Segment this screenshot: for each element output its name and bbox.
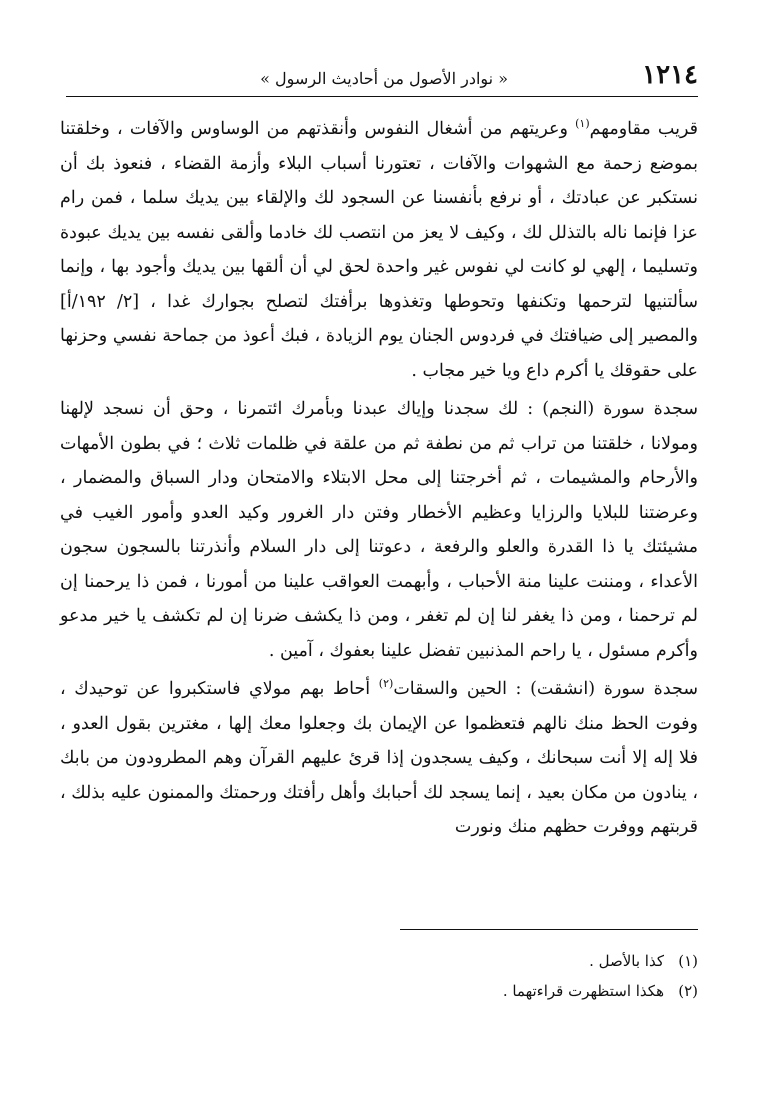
- paragraph-1-text-b: وعريتهم من أشغال النفوس وأنقذتهم من الوساوس والآفات ، وخلقتنا بموضع زحمة مع الشهوات والآفات ، تعتورنا أسباب البلاء وأزمة القضاء ، فنعوذ بك أن نستكبر عن عبادتك ، أو نرفع بأنفسنا عن السجود لك والإلقاء بين يديك سلما ، فمن رام عزا فإنما ناله بالتذلل لك ، وكيف لا يعز من انتصب لك خادما وألقى نفسه بين يديك عبودة وتسليما ، إلهي لو كانت لي نفوس غير واحدة لحق لي أن ألقها بين يديك وأجود بها ، وإنما سألتنيها لترحمها وتكنفها وتحوطها وتغذوها برأفتك لتصلح بجوارك غدا ، [٢/ ١٩٢/أ] والمصير إلى ضيافتك في فردوس الجنان يوم الزيادة ، فبك أعوذ من جماحة نفسي وحزنها على حقوقك يا أكرم داع ويا خير مجاب .: [60, 119, 698, 381]
- footnote-2-text: هكذا استظهرت قراءتهما .: [502, 982, 664, 1000]
- running-title: « نوادر الأصول من أحاديث الرسول »: [260, 69, 508, 88]
- footnote-1-text: كذا بالأصل .: [589, 952, 664, 970]
- paragraph-1-text-a: قريب مقاومهم: [589, 119, 698, 139]
- footnote-marker-2: (٢): [378, 677, 394, 691]
- footnotes: [300, 946, 698, 1006]
- footnote-marker-1: (١): [575, 117, 590, 131]
- main-text: [60, 112, 698, 845]
- page-header: [66, 58, 698, 98]
- paragraph-3: [60, 672, 698, 845]
- page-number: ١٢١٤: [642, 60, 698, 90]
- paragraph-2: سجدة سورة (النجم) : لك سجدنا وإياك عبدنا وبأمرك ائتمرنا ، وحق أن نسجد لإلهنا ومولانا ، خلقتنا من تراب ثم من نطفة ثم من علقة في ظلمات ثلاث ؛ في بطون الأمهات والأرحام والمشيمات ، ثم أخرجتنا إلى محل الابتلاء والامتحان ودار السباق والمضمار ، وعرضتنا للبلايا والرزايا وعظيم الأخطار وفتن دار الغرور وكيد العدو وأمور الغيب في مشيئتك يا ذا القدرة والعلو والرفعة ، دعوتنا إلى دار السلام وأنذرتنا بالسجون سجون الأعداء ، ومننت علينا منة الأحباب ، وأبهمت العواقب علينا من أمورنا ، فمن ذا يرحمنا إن لم ترحمنا ، ومن ذا يغفر لنا إن لم تغفر ، ومن ذا يكشف ضرنا إن لم تكشف يا خير مدعو وأكرم مسئول ، يا راحم المذنبين تفضل علينا بعفوك ، آمين .: [60, 399, 698, 661]
- paragraph-3-text-a: سجدة سورة (انشقت) : الحين والسقات: [393, 679, 698, 699]
- header-divider: [66, 96, 698, 97]
- footnote-2: [300, 976, 698, 1006]
- paragraph-3-text-b: أحاط بهم مولاي فاستكبروا عن توحيدك ، وفوت الحظ منك نالهم فتعظموا عن الإيمان بك وجعلوا معك إلها ، مغترين بقول العدو ، فلا إله إلا أنت سبحانك ، وكيف يسجدون إذا قرئ عليهم القرآن وهم المطرودون من بابك ، ينادون من مكان بعيد ، إنما يسجد لك أحبابك وأهل رأفتك ورحمتك والممنون عليه بذلك ، قربتهم ووفرت حظهم منك ونورت: [60, 679, 698, 837]
- footnote-1: [300, 946, 698, 976]
- footnote-1-number: (١): [678, 952, 698, 970]
- footnote-divider: [400, 929, 698, 930]
- footnote-2-number: (٢): [678, 982, 698, 1000]
- paragraph-1: [60, 112, 698, 388]
